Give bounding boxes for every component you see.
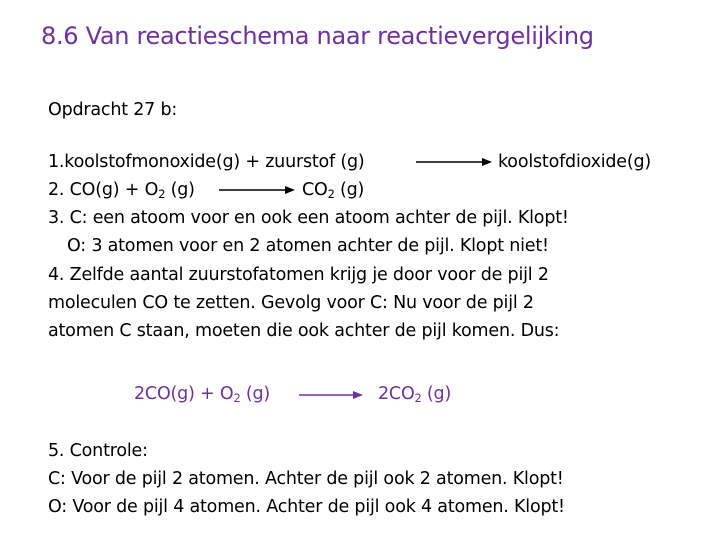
step1-right: koolstofdioxide(g) [498,152,652,172]
assignment-label: Opdracht 27 b: [48,100,178,120]
step4-line: atomen C staan, moeten die ook achter de pijl komen. Dus: [48,321,560,341]
reaction-arrow-2 [219,183,295,197]
step5-line: O: Voor de pijl 4 atomen. Achter de pijl ook 4 atomen. Klopt! [48,497,565,517]
equation-left: $2CO(g) + O_2$ (g) [134,384,271,405]
step4-line: moleculen CO te zetten. Gevolg voor C: Nu voor de pijl 2 [48,293,534,313]
step2-right: $CO_2$ (g) [302,180,365,201]
step3-o: O: 3 atomen voor en 2 atomen achter de pijl. Klopt niet! [67,236,549,256]
reaction-arrow-1 [416,155,492,169]
equation-right: $2CO_2$ (g) [378,384,452,405]
page-title: 8.6 Van reactieschema naar reactievergelijking [41,22,594,50]
step5-line: C: Voor de pijl 2 atomen. Achter de pijl ook 2 atomen. Klopt! [48,469,564,489]
step3-c: 3. C: een atoom voor en ook een atoom achter de pijl. Klopt! [48,208,569,228]
step2-left: 2. $CO(g) + O_2$ (g) [48,180,195,201]
step4-line: 4. Zelfde aantal zuurstofatomen krijg je door voor de pijl 2 [48,265,549,285]
step5-line: 5. Controle: [48,441,148,461]
reaction-arrow-3 [299,388,363,402]
step1-left: 1.koolstofmonoxide(g) + zuurstof (g) [48,152,365,172]
